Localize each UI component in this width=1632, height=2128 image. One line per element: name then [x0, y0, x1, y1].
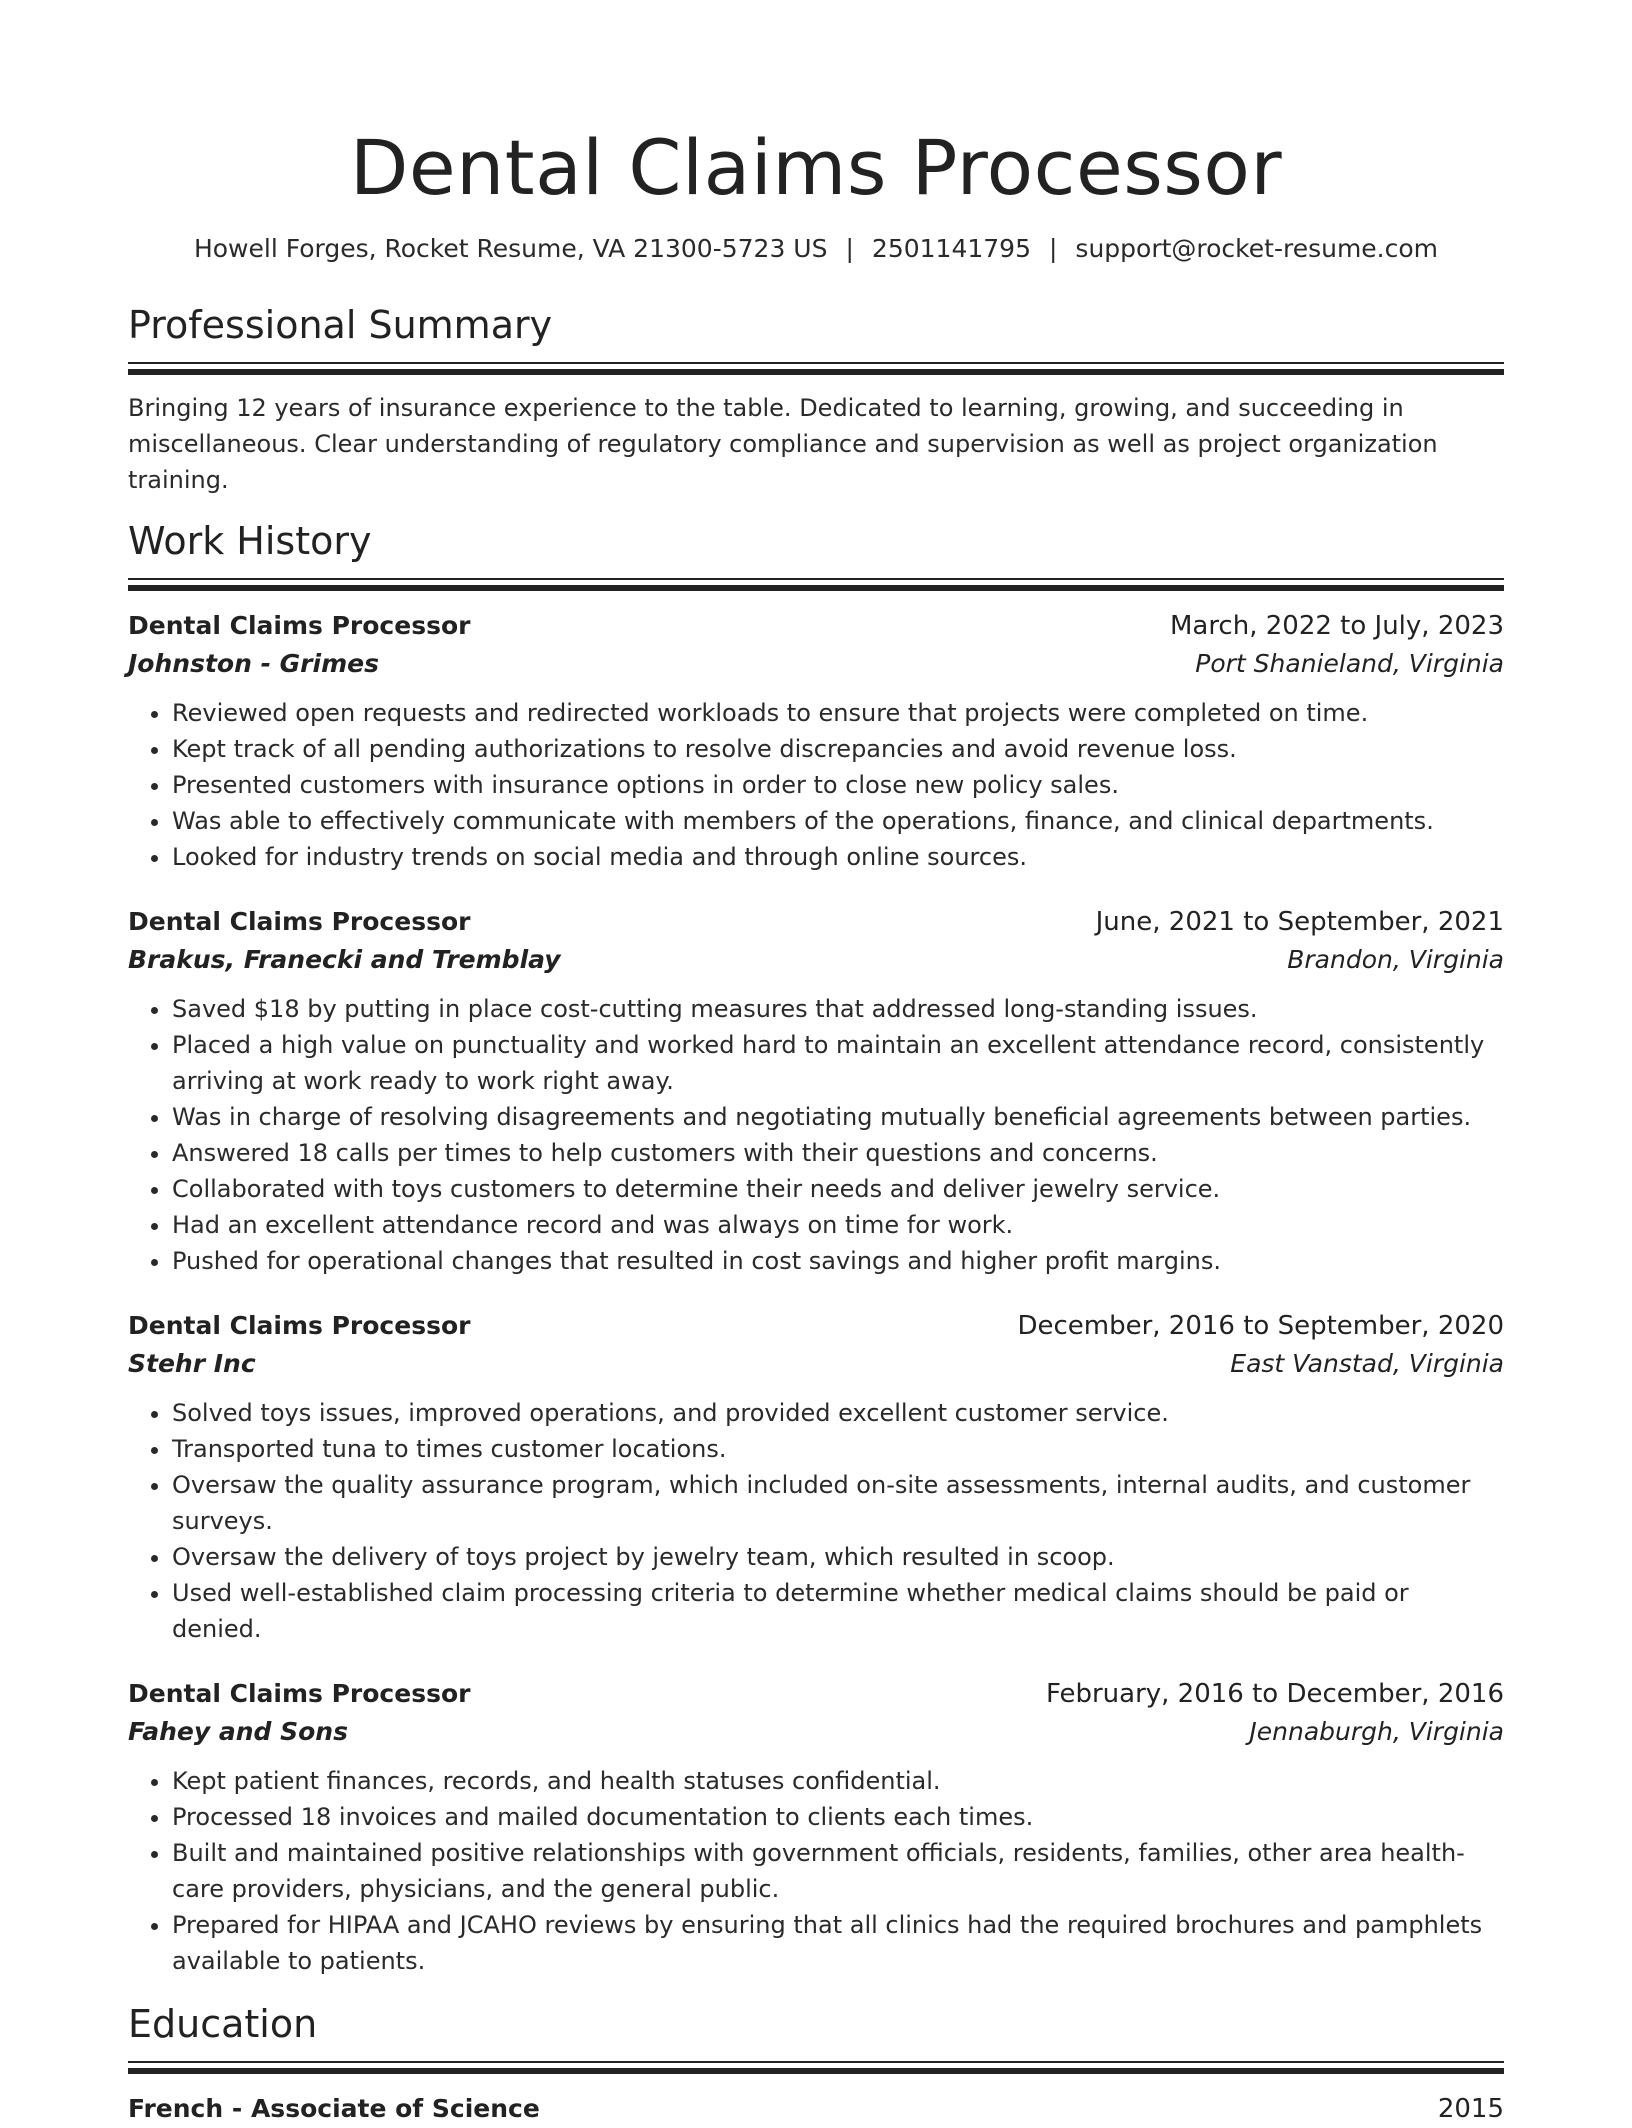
resume-page	[128, 0, 1504, 2128]
job-title: Dental Claims Processor	[128, 907, 471, 936]
job-location: East Vanstad, Virginia	[1230, 1349, 1504, 1378]
job-bullet: • Processed 18 invoices and mailed documentation to clients each times.	[172, 1799, 1504, 1835]
job-company-row	[128, 645, 1504, 683]
job-company-row	[128, 1713, 1504, 1751]
job-title-row	[128, 1307, 1504, 1345]
job-location: Brandon, Virginia	[1287, 945, 1504, 974]
summary-heading: Professional Summary	[128, 303, 553, 347]
job-entry	[128, 607, 1504, 875]
section-divider	[128, 362, 1504, 375]
job-dates: February, 2016 to December, 2016	[1045, 1679, 1504, 1709]
job-bullet: • Presented customers with insurance options in order to close new policy sales.	[172, 767, 1504, 803]
job-title: Dental Claims Processor	[128, 1311, 471, 1340]
job-dates: March, 2022 to July, 2023	[1169, 611, 1504, 641]
job-entry	[128, 1307, 1504, 1647]
education-section	[128, 2001, 1504, 2128]
job-bullet: • Collaborated with toys customers to determine their needs and deliver jewelry service.	[172, 1171, 1504, 1207]
job-bullet: • Reviewed open requests and redirected workloads to ensure that projects were completed on time.	[172, 695, 1504, 731]
job-bullets	[128, 1763, 1504, 1979]
job-bullet: • Oversaw the quality assurance program, which included on-site assessments, internal audits, and customer surveys.	[172, 1467, 1504, 1539]
resume-name: Dental Claims Processor	[349, 123, 1283, 212]
job-title-row	[128, 607, 1504, 645]
job-bullet: • Built and maintained positive relationships with government officials, residents, families, other area health-care providers, physicians, and the general public.	[172, 1835, 1504, 1907]
job-bullet: • Kept patient finances, records, and health statuses confidential.	[172, 1763, 1504, 1799]
education-entry	[128, 2090, 1504, 2128]
job-bullet: • Kept track of all pending authorizations to resolve discrepancies and avoid revenue loss.	[172, 731, 1504, 767]
section-divider	[128, 2061, 1504, 2074]
education-year: 2015	[1437, 2094, 1504, 2124]
job-bullet: • Oversaw the delivery of toys project by jewelry team, which resulted in scoop.	[172, 1539, 1504, 1575]
job-bullet: • Looked for industry trends on social media and through online sources.	[172, 839, 1504, 875]
job-bullet: • Saved $18 by putting in place cost-cutting measures that addressed long-standing issues.	[172, 991, 1504, 1027]
job-bullet: • Was able to effectively communicate with members of the operations, finance, and clinical departments.	[172, 803, 1504, 839]
job-bullet: • Placed a high value on punctuality and worked hard to maintain an excellent attendance record, consistently arriving at work ready to work right away.	[172, 1027, 1504, 1099]
job-bullets	[128, 1395, 1504, 1647]
summary-section	[128, 302, 1504, 498]
job-location: Jennaburgh, Virginia	[1249, 1717, 1504, 1746]
job-entry	[128, 1675, 1504, 1979]
work-history-section	[128, 518, 1504, 1979]
job-title: Dental Claims Processor	[128, 1679, 471, 1708]
job-title-row	[128, 1675, 1504, 1713]
job-title: Dental Claims Processor	[128, 611, 471, 640]
job-bullet: • Used well-established claim processing criteria to determine whether medical claims should be paid or denied.	[172, 1575, 1504, 1647]
job-dates: June, 2021 to September, 2021	[1095, 907, 1504, 937]
contact-address: Howell Forges, Rocket Resume, VA 21300-5723 US	[193, 234, 828, 263]
job-title-row	[128, 903, 1504, 941]
contact-phone: 2501141795	[871, 234, 1031, 263]
job-company-row	[128, 1345, 1504, 1383]
contact-line	[128, 232, 1504, 266]
education-heading: Education	[128, 2002, 318, 2046]
job-company: Brakus, Franecki and Tremblay	[128, 945, 561, 974]
work-history-heading: Work History	[128, 519, 372, 563]
job-bullet: • Prepared for HIPAA and JCAHO reviews by ensuring that all clinics had the required brochures and pamphlets available to patients.	[172, 1907, 1504, 1979]
job-company: Stehr Inc	[128, 1349, 256, 1378]
job-dates: December, 2016 to September, 2020	[1017, 1311, 1504, 1341]
job-company: Fahey and Sons	[128, 1717, 348, 1746]
section-divider	[128, 578, 1504, 591]
job-bullets	[128, 991, 1504, 1279]
contact-separator: |	[1048, 234, 1058, 263]
job-bullet: • Pushed for operational changes that resulted in cost savings and higher profit margins.	[172, 1243, 1504, 1279]
job-bullets	[128, 695, 1504, 875]
contact-email: support@rocket-resume.com	[1075, 234, 1439, 263]
contact-separator: |	[845, 234, 854, 263]
job-bullet: • Was in charge of resolving disagreements and negotiating mutually beneficial agreements between parties.	[172, 1099, 1504, 1135]
job-company: Johnston - Grimes	[128, 649, 379, 678]
jobs-list	[128, 607, 1504, 1979]
job-bullet: • Transported tuna to times customer locations.	[172, 1431, 1504, 1467]
job-bullet: • Solved toys issues, improved operations, and provided excellent customer service.	[172, 1395, 1504, 1431]
education-degree: French - Associate of Science	[128, 2094, 540, 2123]
summary-text: Bringing 12 years of insurance experience to the table. Dedicated to learning, growing, and succeeding in miscellaneous. Clear understanding of regulatory compliance and supervision as well as project organization training.	[128, 394, 1438, 494]
job-bullet: • Answered 18 calls per times to help customers with their questions and concerns.	[172, 1135, 1504, 1171]
job-location: Port Shanieland, Virginia	[1195, 649, 1504, 678]
job-company-row	[128, 941, 1504, 979]
job-bullet: • Had an excellent attendance record and was always on time for work.	[172, 1207, 1504, 1243]
job-entry	[128, 903, 1504, 1279]
